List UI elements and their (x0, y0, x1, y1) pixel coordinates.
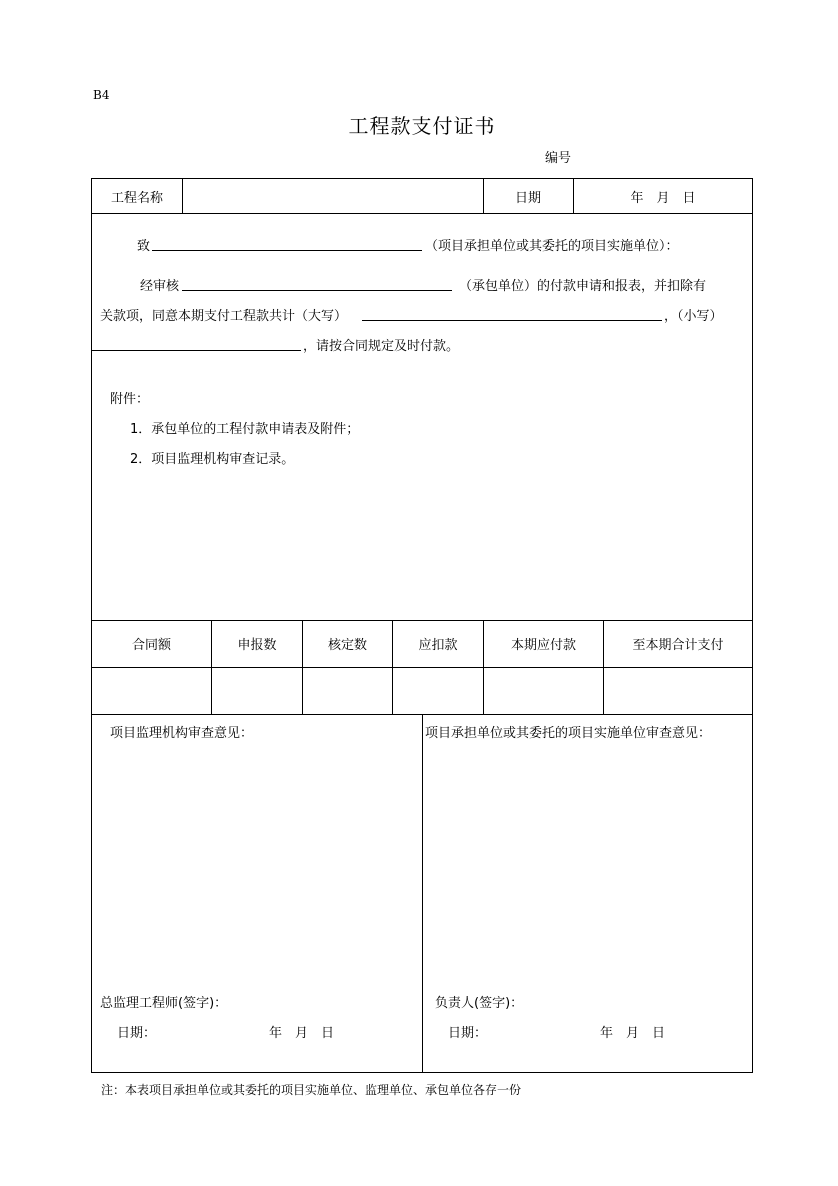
approved-amount-cell[interactable] (303, 668, 392, 714)
page-title: 工程款支付证书 (348, 114, 496, 138)
divider (422, 714, 423, 1072)
recipient-field[interactable] (152, 250, 422, 251)
to-suffix: （项目承担单位或其委托的项目实施单位）： (425, 239, 679, 254)
header-current-payable: 本期应付款 (510, 638, 576, 653)
chief-supervisor-signature-label: 总监理工程师(签字)： (100, 996, 228, 1011)
project-name-label: 工程名称 (110, 190, 163, 206)
supervisor-date-value: 年 月 日 (269, 1026, 335, 1041)
payment-instruction: ，请按合同规定及时付款。 (303, 339, 460, 354)
amount-words-label: 关款项，同意本期支付工程款共计（大写） (100, 309, 348, 324)
form-code: B4 (93, 88, 110, 102)
owner-signature-label: 负责人(签字)： (435, 996, 524, 1011)
owner-date-value: 年 月 日 (600, 1026, 666, 1041)
contractor-field[interactable] (182, 290, 452, 291)
footnote: 注：本表项目承担单位或其委托的项目实施单位、监理单位、承包单位各存一份 (101, 1083, 522, 1097)
declared-amount-cell[interactable] (212, 668, 302, 714)
amount-figures-label: ，（小写） (664, 309, 723, 324)
deduction-cell[interactable] (393, 668, 483, 714)
divider (92, 213, 752, 214)
date-value: 年 月 日 (630, 190, 696, 206)
attachments-label: 附件： (110, 392, 150, 407)
header-contract-amount: 合同额 (131, 638, 171, 653)
supervisor-opinion-heading: 项目监理机构审查意见： (110, 726, 254, 741)
serial-number-label: 编号 (545, 151, 572, 166)
cumulative-paid-cell[interactable] (604, 668, 752, 714)
attachment-item: 1．承包单位的工程付款申请表及附件； (130, 422, 360, 437)
owner-date-label: 日期： (448, 1026, 488, 1041)
header-deduction: 应扣款 (418, 638, 458, 653)
certificate-table (91, 178, 753, 1073)
owner-opinion-heading: 项目承担单位或其委托的项目实施单位审查意见： (425, 726, 712, 741)
attachment-item: 2．项目监理机构审查记录。 (130, 452, 295, 467)
current-payable-cell[interactable] (484, 668, 603, 714)
project-name-field[interactable] (183, 179, 483, 213)
review-prefix: 经审核 (140, 279, 180, 294)
supervisor-date-label: 日期： (117, 1026, 157, 1041)
amount-figures-field[interactable] (92, 350, 301, 351)
contract-amount-cell[interactable] (92, 668, 211, 714)
to-label: 致 (137, 239, 151, 254)
amount-words-field[interactable] (362, 320, 662, 321)
header-declared-amount: 申报数 (237, 638, 277, 653)
review-suffix: （承包单位）的付款申请和报表，并扣除有 (459, 279, 707, 294)
header-approved-amount: 核定数 (327, 638, 367, 653)
date-label: 日期 (514, 190, 541, 206)
header-cumulative-paid: 至本期合计支付 (632, 638, 724, 653)
